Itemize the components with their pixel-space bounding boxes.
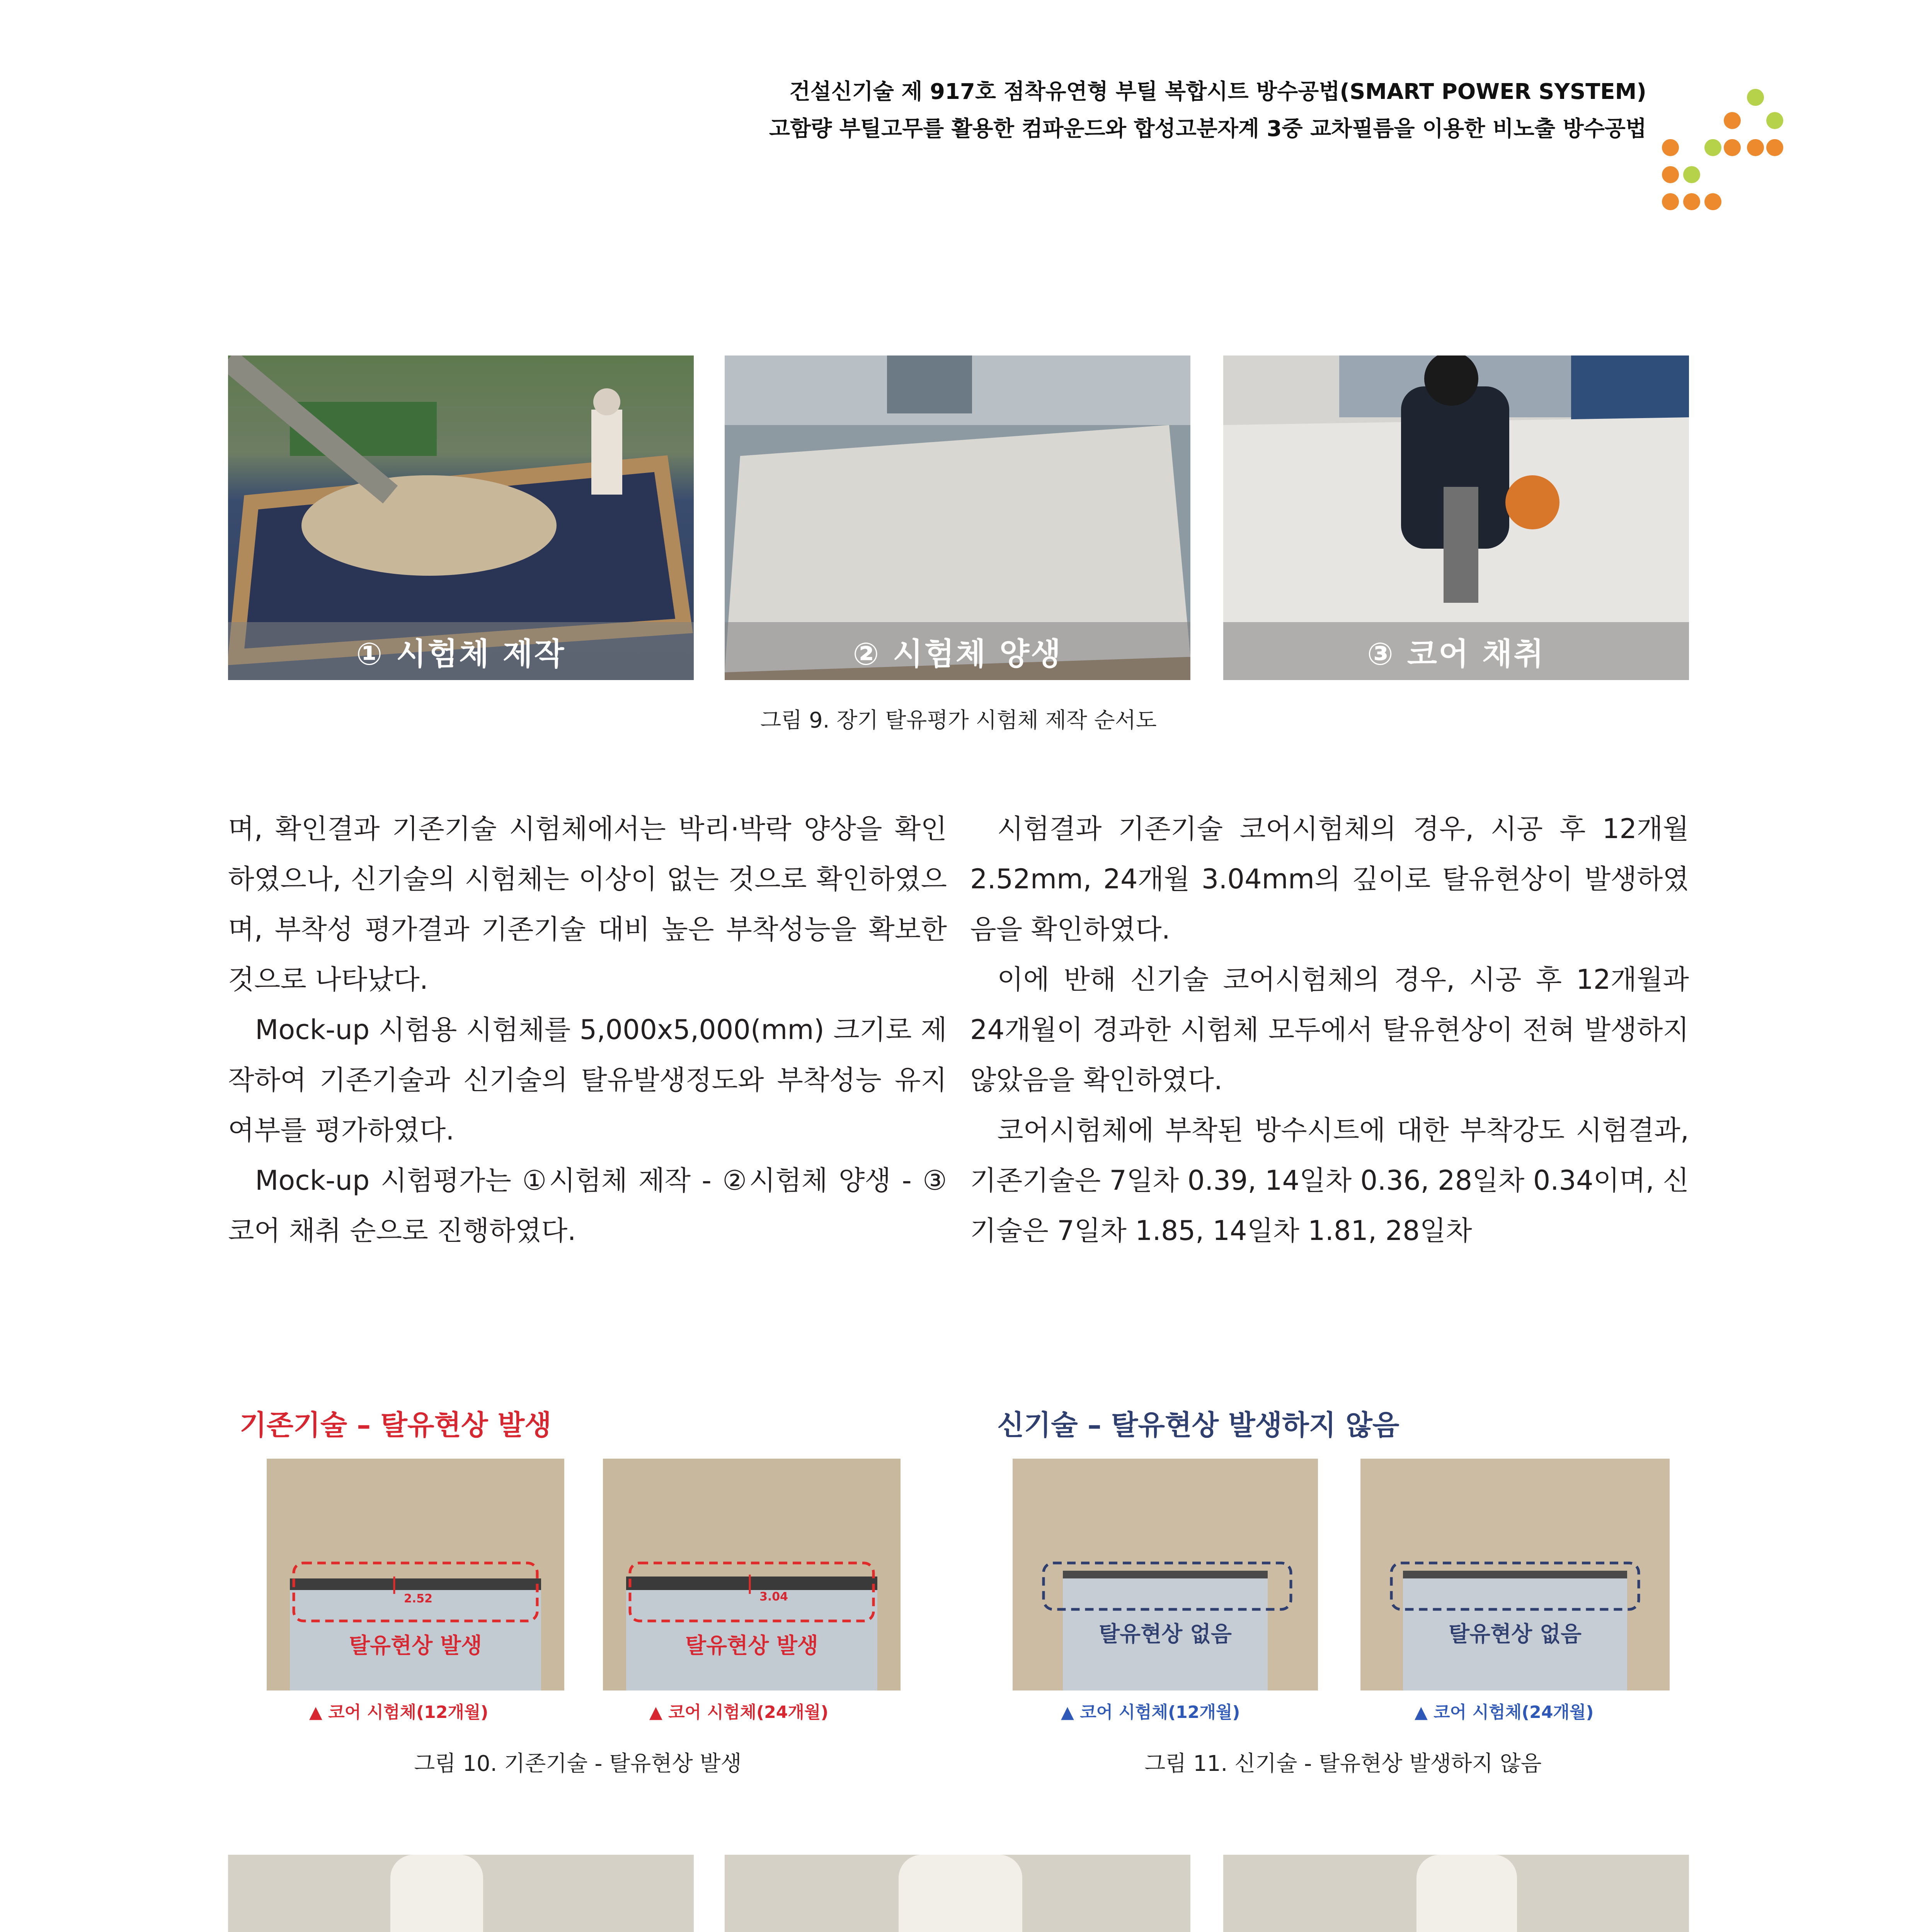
adhesion-photo-2 <box>725 1855 1190 1932</box>
core-label: ▲ 코어 시험체(12개월) <box>309 1702 489 1722</box>
core-photo-new-24m <box>1360 1459 1670 1690</box>
figure-10-title: 기존기술 – 탈유현상 발생 <box>240 1409 552 1441</box>
body-left-column <box>228 804 947 1256</box>
paragraph: Mock-up 시험평가는 ①시험체 제작 - ②시험체 양생 - ③코어 채취 순으로 진행하였다. <box>228 1165 947 1247</box>
figure-11-caption: 그림 11. 신기술 - 탈유현상 발생하지 않음 <box>1144 1751 1542 1776</box>
core-label: ▲ 코어 시험체(24개월) <box>1415 1702 1594 1722</box>
body-right-column <box>970 804 1689 1256</box>
core-status: 탈유현상 발생 <box>685 1633 819 1658</box>
depth-value: 3.04 <box>759 1590 788 1604</box>
figure-10-caption: 그림 10. 기존기술 - 탈유현상 발생 <box>414 1751 742 1776</box>
decorative-dots-icon <box>1658 81 1789 216</box>
core-label: ▲ 코어 시험체(24개월) <box>649 1702 829 1722</box>
core-status: 탈유현상 발생 <box>349 1633 482 1658</box>
photo-label: ③ 코어 채취 <box>1223 622 1689 680</box>
depth-value: 2.52 <box>404 1592 433 1605</box>
paragraph: 코어시험체에 부착된 방수시트에 대한 부착강도 시험결과, 기존기술은 7일차 0.39, 14일차 0.36, 28일차 0.34이며, 신기술은 7일차 1.85, 14일차 1.81, 28일차 <box>970 1114 1689 1247</box>
photo-core-extraction <box>1223 355 1689 680</box>
core-status: 탈유현상 없음 <box>1448 1622 1582 1647</box>
core-photo-existing-24m <box>603 1459 901 1690</box>
figure-9-caption: 그림 9. 장기 탈유평가 시험체 제작 순서도 <box>760 708 1157 733</box>
core-photo-new-12m <box>1013 1459 1318 1690</box>
core-status: 탈유현상 없음 <box>1098 1622 1232 1647</box>
header-line-2: 고함량 부틸고무를 활용한 컴파운드와 합성고분자계 3중 교차필름을 이용한 비노출 방수공법 <box>769 116 1646 141</box>
adhesion-photo-3 <box>1223 1855 1689 1932</box>
core-photo-existing-12m <box>267 1459 564 1690</box>
running-header <box>769 73 1646 148</box>
core-label: ▲ 코어 시험체(12개월) <box>1061 1702 1240 1722</box>
photo-label: ① 시험체 제작 <box>228 622 694 680</box>
photo-specimen-production <box>228 355 694 680</box>
figure-11-title: 신기술 – 탈유현상 발생하지 않음 <box>997 1409 1399 1441</box>
photo-specimen-curing <box>725 355 1190 680</box>
paragraph: 이에 반해 신기술 코어시험체의 경우, 시공 후 12개월과 24개월이 경과한 시험체 모두에서 탈유현상이 전혀 발생하지 않았음을 확인하였다. <box>970 964 1689 1096</box>
adhesion-photo-1 <box>228 1855 694 1932</box>
photo-label: ② 시험체 양생 <box>725 622 1190 680</box>
paragraph: 며, 확인결과 기존기술 시험체에서는 박리·박락 양상을 확인하였으나, 신기술의 시험체는 이상이 없는 것으로 확인하였으며, 부착성 평가결과 기존기술 대비 높은 부착성능을 확보한 것으로 나타났다. <box>228 813 947 995</box>
paragraph: Mock-up 시험용 시험체를 5,000x5,000(mm) 크기로 제작하여 기존기술과 신기술의 탈유발생정도와 부착성능 유지여부를 평가하였다. <box>228 1014 947 1146</box>
header-line-1: 건설신기술 제 917호 점착유연형 부틸 복합시트 방수공법(SMART POWER SYSTEM) <box>789 79 1646 104</box>
paragraph: 시험결과 기존기술 코어시험체의 경우, 시공 후 12개월 2.52mm, 24개월 3.04mm의 깊이로 탈유현상이 발생하였음을 확인하였다. <box>970 813 1689 945</box>
